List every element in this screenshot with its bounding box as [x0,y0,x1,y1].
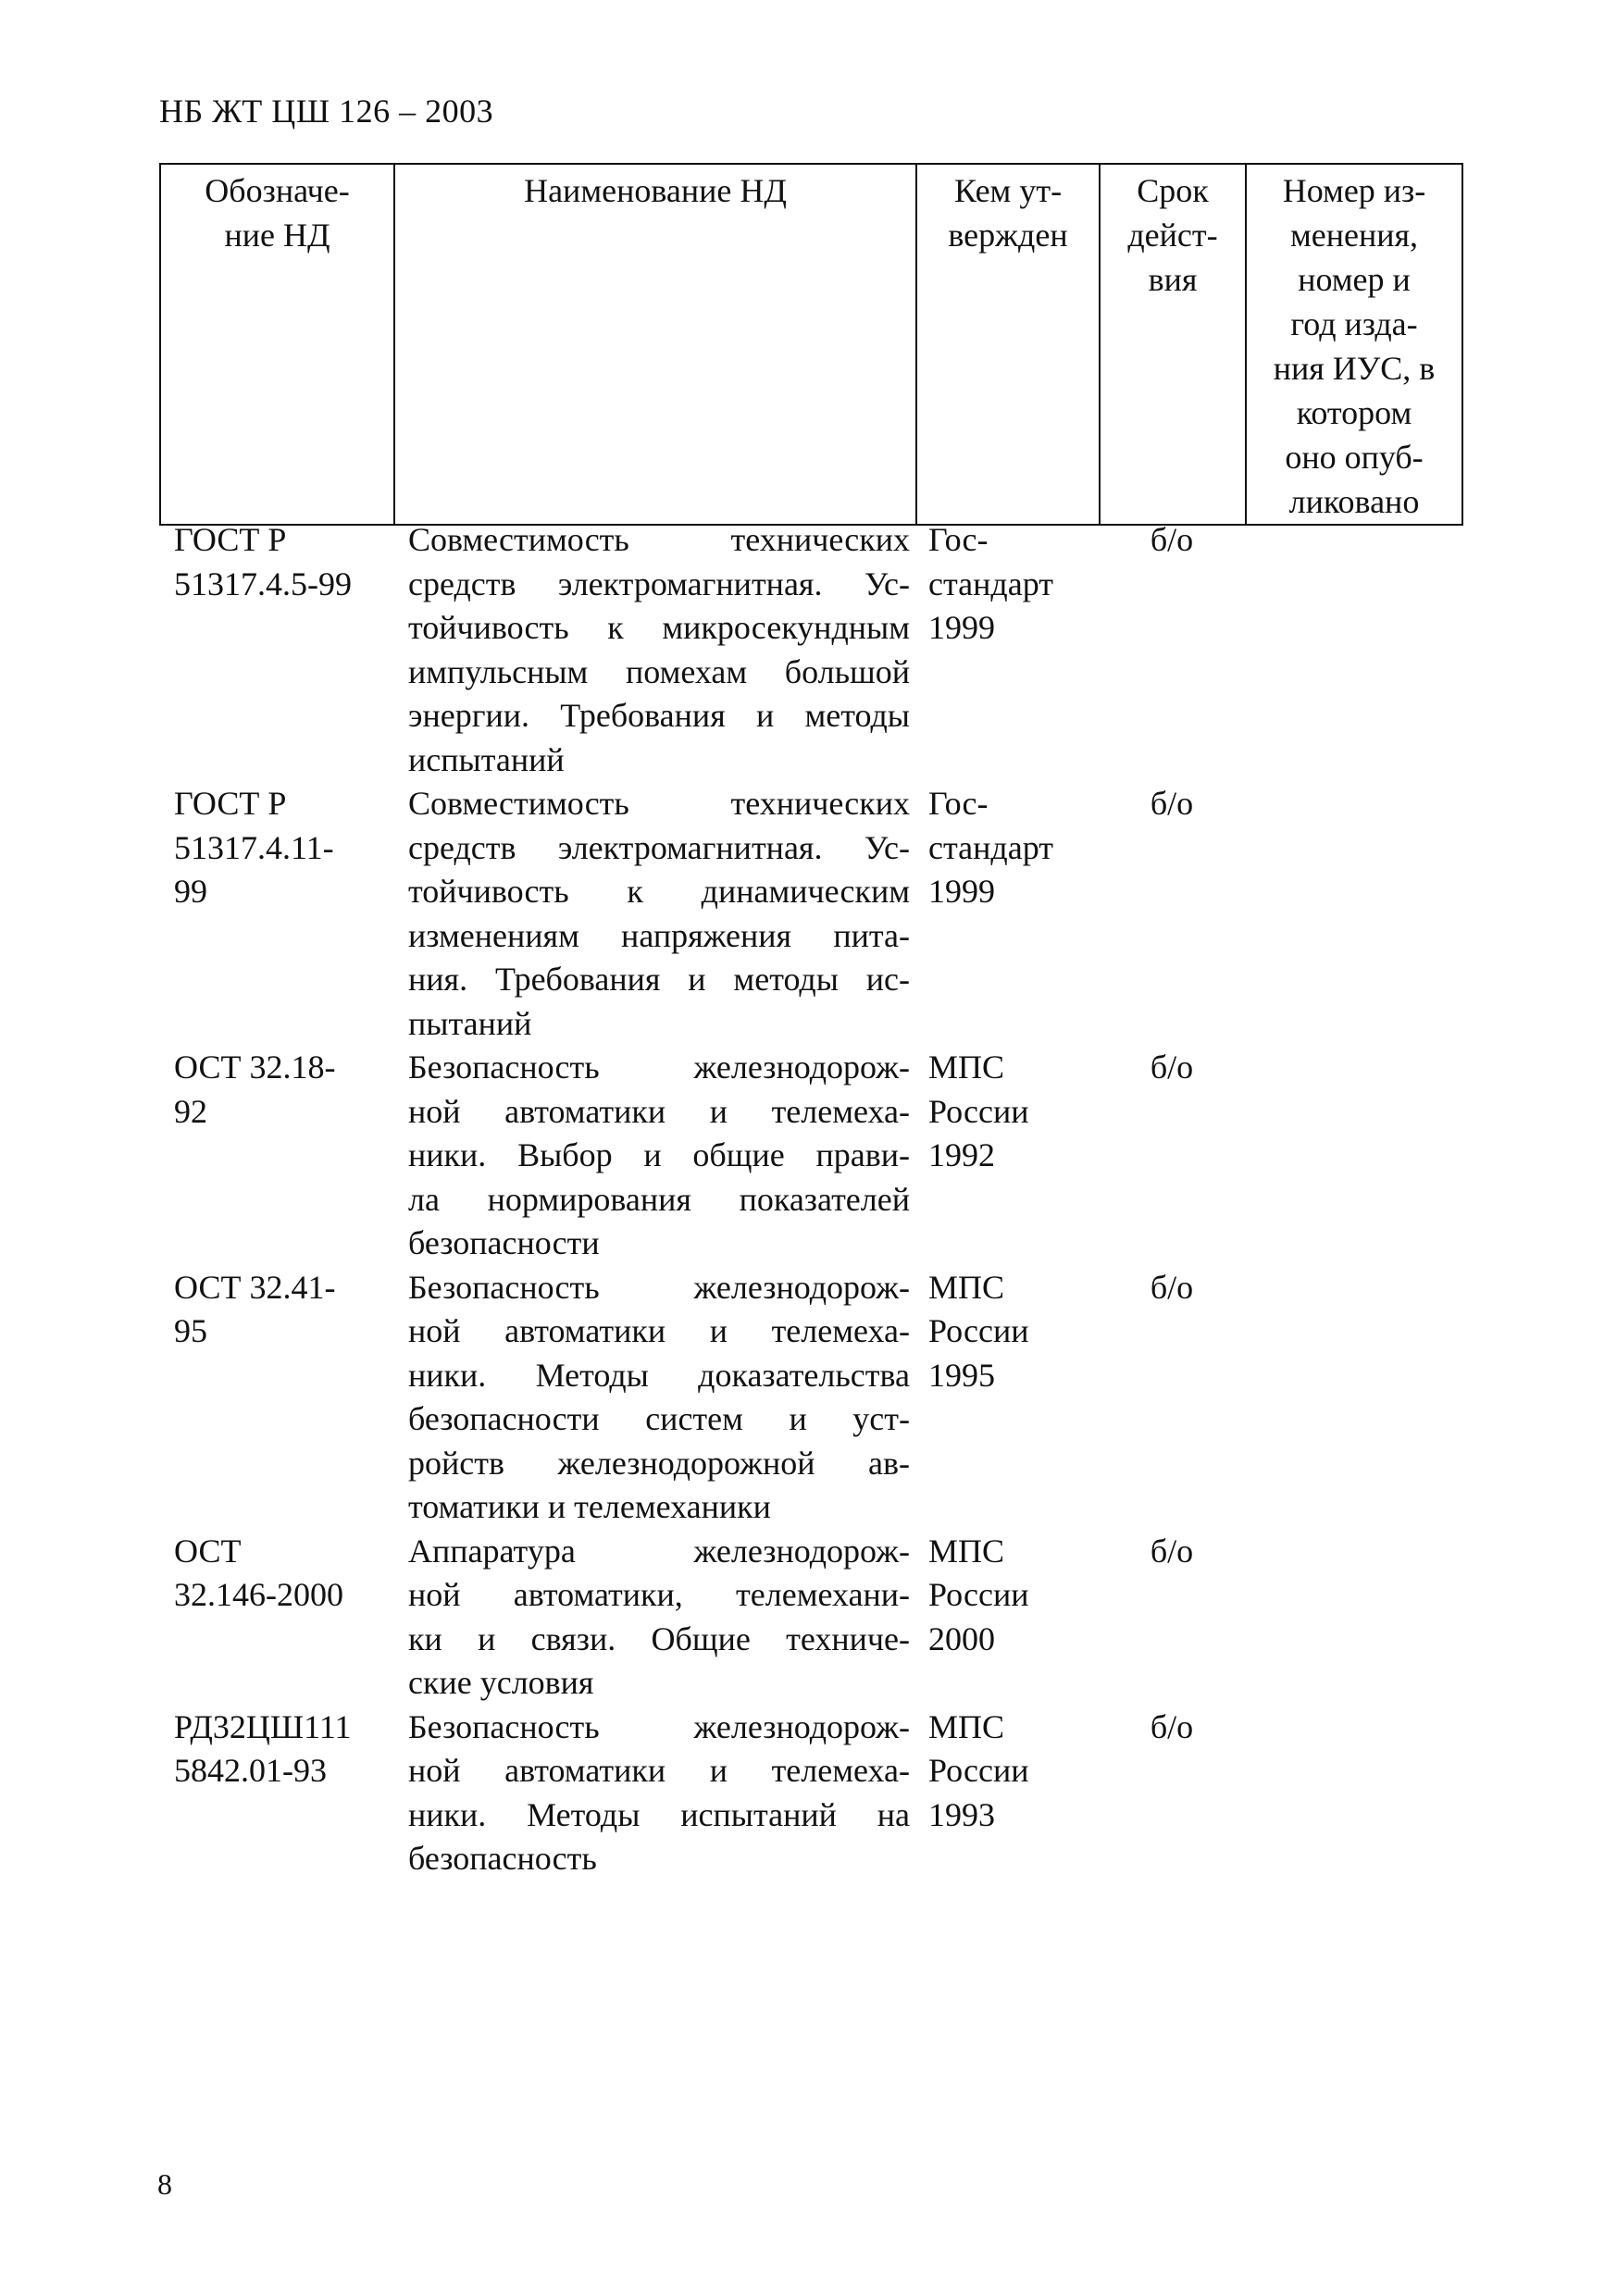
row-name: Совместимость технических средств электромагнитная. Ус- тойчивость к микросекундным импульсным помехам большой энергии. Требования и методы испытаний [408,521,910,778]
row-approved-by: МПС России 1993 [928,1707,1029,1833]
row-validity-term: б/о [1150,1707,1194,1745]
table-row [159,518,1462,782]
row-designation: РД32ЦШ111 5842.01-93 [174,1707,352,1789]
row-approved-by: МПС России 1992 [928,1049,1029,1173]
table-row [159,1046,1462,1266]
row-validity-term: б/о [1150,1049,1194,1086]
row-name: Аппаратура железнодорож- ной автоматики, телемехани- ки и связи. Общие техниче- ские условия [408,1532,910,1701]
header-designation: Обозначе- ние НД [160,164,394,525]
row-designation: ГОСТ Р 51317.4.11- 99 [174,785,334,910]
table-row [159,782,1462,1046]
row-designation: ОСТ 32.41- 95 [174,1268,336,1349]
table-header [159,163,1463,526]
row-approved-by: МПС России 2000 [928,1532,1029,1657]
row-name: Безопасность железнодорож- ной автоматики и телемеха- ники. Методы испытаний на безопасность [408,1707,910,1877]
header-change-number: Номер из- менения, номер и год изда- ния ИУС, в котором оно опуб- ликовано [1246,164,1462,525]
table-row [159,1530,1462,1706]
row-change-number [1245,1266,1462,1530]
row-validity-term: б/о [1150,1268,1194,1306]
row-designation: ОСТ 32.146-2000 [174,1532,343,1613]
row-name: Совместимость технических средств электромагнитная. Ус- тойчивость к динамическим изменениям напряжения пита- ния. Требования и методы ис- пытаний [408,785,910,1042]
row-change-number [1245,1530,1462,1706]
row-validity-term: б/о [1150,785,1194,822]
row-approved-by: Гос- стандарт 1999 [928,785,1053,910]
row-designation: ОСТ 32.18- 92 [174,1049,336,1130]
row-change-number [1245,782,1462,1046]
row-change-number [1245,1046,1462,1266]
header-name: Наименование НД [394,164,916,525]
header-approved-by: Кем ут- вержден [916,164,1100,525]
table-row [159,1266,1462,1530]
row-change-number [1245,1706,1462,1881]
row-name: Безопасность железнодорож- ной автоматики и телемеха- ники. Выбор и общие прави- ла нормирования показателей безопасности [408,1049,910,1261]
row-approved-by: МПС России 1995 [928,1268,1029,1394]
header-validity-term: Срок дейст- вия [1100,164,1246,525]
row-designation: ГОСТ Р 51317.4.5-99 [174,521,352,602]
row-change-number [1245,518,1462,782]
document-code: НБ ЖТ ЦШ 126 – 2003 [159,93,494,130]
page-number: 8 [157,2167,172,2201]
table-body [159,518,1462,1881]
header-row [160,164,1462,525]
table-row [159,1706,1462,1881]
row-name: Безопасность железнодорож- ной автоматики и телемеха- ники. Методы доказательства безопасности систем и уст- ройств железнодорожной ав- томатики и телемеханики [408,1268,910,1525]
row-validity-term: б/о [1150,1532,1194,1570]
row-approved-by: Гос- стандарт 1999 [928,521,1053,646]
row-validity-term: б/о [1150,521,1194,558]
